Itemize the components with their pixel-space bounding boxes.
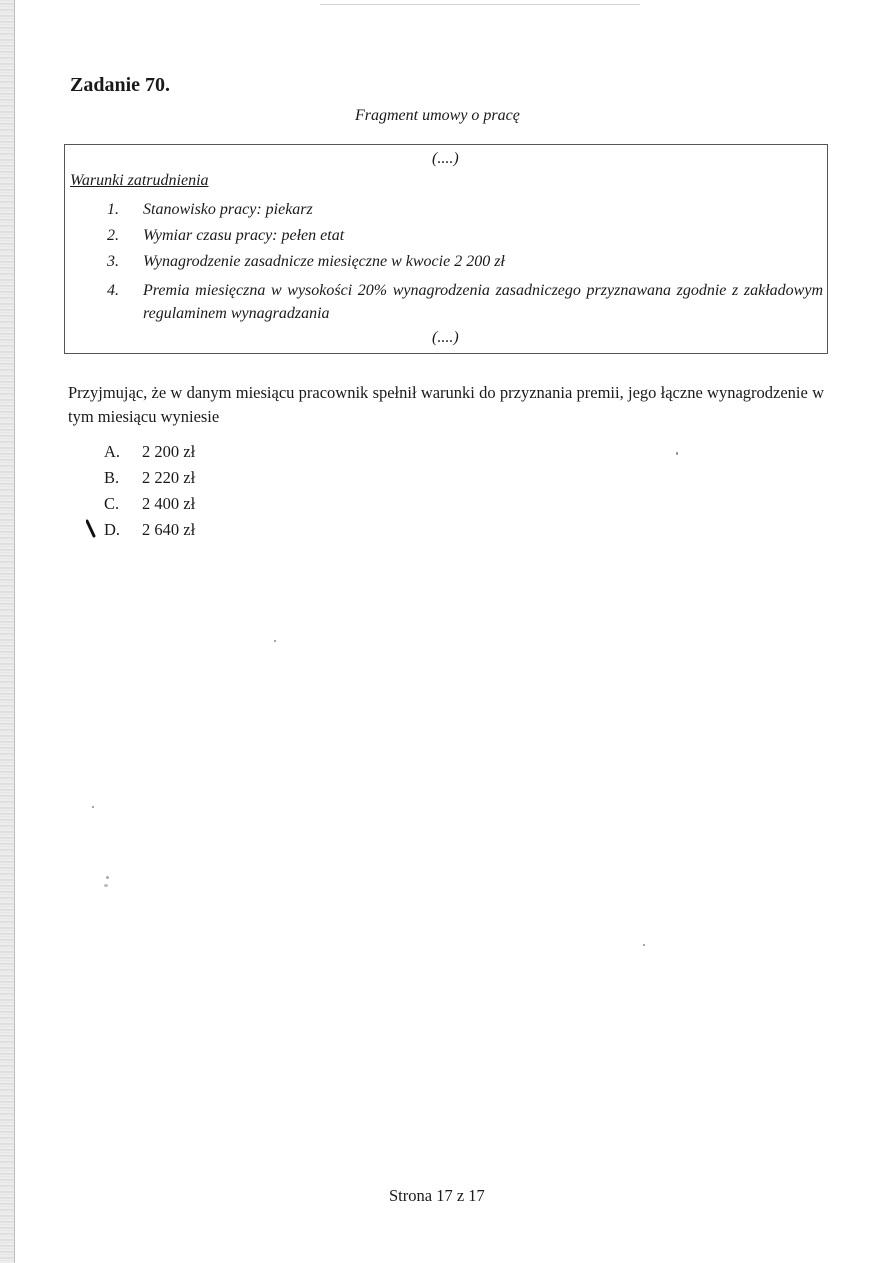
scan-speck — [274, 640, 276, 642]
condition-text: Premia miesięczna w wysokości 20% wynagrodzenia zasadniczego przyznawana zgodnie z zakładowym regulaminem wynagradzania — [143, 282, 823, 322]
answer-letter: B. — [104, 468, 120, 487]
scan-speck — [676, 452, 678, 455]
scan-binding-edge — [0, 0, 14, 1263]
condition-number: 1. — [107, 201, 119, 218]
answer-text: 2 400 zł — [142, 494, 196, 513]
scan-edge-line — [14, 0, 15, 1263]
scan-top-line — [320, 4, 640, 5]
scan-speck — [92, 806, 94, 808]
answer-text: 2 640 zł — [142, 520, 196, 539]
answer-text: 2 220 zł — [142, 468, 196, 487]
condition-number: 2. — [107, 227, 119, 244]
answer-text: 2 200 zł — [142, 442, 196, 461]
answer-option-a[interactable] — [104, 441, 195, 463]
answer-letter: C. — [104, 494, 120, 513]
question-text: Przyjmując, że w danym miesiącu pracownik spełnił warunki do przyznania premii, jego łączne wynagrodzenie w tym miesiącu wyniesie — [68, 383, 824, 426]
pen-check-mark-icon — [86, 519, 96, 539]
scan-speck — [106, 876, 109, 879]
scan-speck — [104, 884, 108, 887]
conditions-heading: Warunki zatrudnienia — [70, 172, 209, 189]
page-number: Strona 17 z 17 — [389, 1186, 485, 1205]
answer-letter: D. — [104, 520, 121, 539]
condition-text: Wynagrodzenie zasadnicze miesięczne w kwocie 2 200 zł — [143, 253, 505, 270]
condition-number: 4. — [107, 282, 119, 299]
scan-speck — [643, 944, 645, 946]
answer-option-b[interactable] — [104, 467, 195, 489]
ellipsis-top: (....) — [432, 150, 459, 167]
task-title: Zadanie 70. — [70, 74, 171, 96]
ellipsis-bottom: (....) — [432, 329, 459, 346]
condition-text: Stanowisko pracy: piekarz — [143, 201, 313, 218]
answer-option-d[interactable] — [104, 519, 195, 541]
document-caption: Fragment umowy o pracę — [355, 107, 520, 124]
condition-text: Wymiar czasu pracy: pełen etat — [143, 227, 345, 244]
answer-letter: A. — [104, 442, 121, 461]
answer-option-c[interactable] — [104, 493, 195, 515]
condition-number: 3. — [107, 253, 119, 270]
